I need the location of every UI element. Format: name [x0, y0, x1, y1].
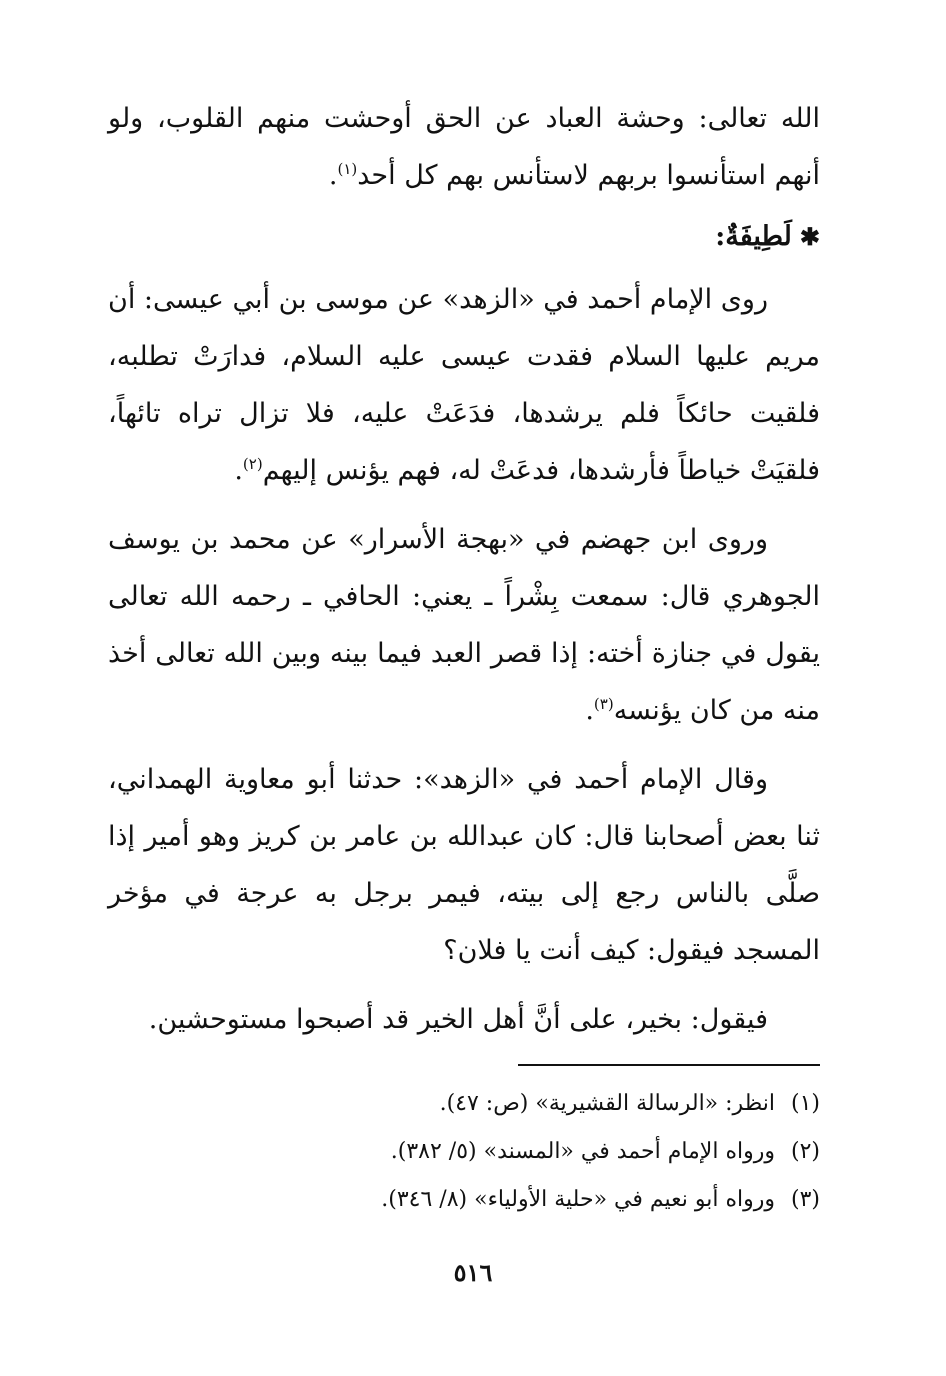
- paragraph-2-end: .: [234, 455, 243, 486]
- paragraph-3-end: .: [585, 695, 594, 726]
- paragraph-2-text: روى الإمام أحمد في «الزهد» عن موسى بن أبي عيسى: أن مريم عليها السلام فقدت عيسى عليه السلام، فدارَتْ تطلبه، فلقيت حائكاً فلم يرشدها، فدَعَتْ عليه، فلا تزال تراه تائهاً، فلقيَتْ خياطاً فأرشدها، فدعَتْ له، فهم يؤنس إليهم: [108, 284, 820, 486]
- page-body: [108, 90, 820, 1290]
- footnote-ref-2[interactable]: (٢): [242, 455, 263, 473]
- paragraph-3: [108, 511, 820, 739]
- paragraph-5: فيقول: بخير، على أنَّ أهل الخير قد أصبحوا مستوحشين.: [148, 1004, 768, 1035]
- footnote-2: [108, 1128, 820, 1176]
- footnote-number: (٢): [790, 1139, 820, 1164]
- footnote-text: انظر: «الرسالة القشيرية» (ص: ٤٧).: [439, 1091, 775, 1116]
- section-heading: [108, 208, 820, 265]
- footnote-number: (١): [790, 1091, 820, 1116]
- paragraph-1: [108, 90, 820, 204]
- footnote-separator: [518, 1064, 820, 1066]
- paragraph-2: [108, 271, 820, 499]
- footnote-text: ورواه أبو نعيم في «حلية الأولياء» (٨/ ٣٤٦).: [381, 1187, 775, 1212]
- paragraph-3-text: وروى ابن جهضم في «بهجة الأسرار» عن محمد بن يوسف الجوهري قال: سمعت بِشْراً ـ يعني: الحافي ـ رحمه الله تعالى يقول في جنازة أخته: إذا قصر العبد فيما بينه وبين الله تعالى أخذ منه من كان يؤنسه: [108, 524, 820, 726]
- footnote-ref-3[interactable]: (٣): [593, 695, 614, 713]
- footnote-number: (٣): [790, 1187, 820, 1212]
- footnote-1: [108, 1080, 820, 1128]
- page-number: ٥١٦: [453, 1258, 493, 1287]
- paragraph-1-text: الله تعالى: وحشة العباد عن الحق أوحشت منهم القلوب، ولو أنهم استأنسوا بربهم لاستأنس بهم كل أحد: [108, 103, 820, 191]
- footnote-3: [108, 1176, 820, 1224]
- footnote-text: ورواه الإمام أحمد في «المسند» (٥/ ٣٨٢).: [390, 1139, 775, 1164]
- footnotes: [108, 1080, 820, 1224]
- star-icon: ✱: [799, 222, 820, 251]
- paragraph-1-end: .: [328, 160, 338, 191]
- section-heading-text: لَطِيفَةٌ:: [715, 221, 792, 252]
- paragraph-4: وقال الإمام أحمد في «الزهد»: حدثنا أبو معاوية الهمداني، ثنا بعض أصحابنا قال: كان عبدالله بن عامر بن كريز وهو أمير إذا صلَّى بالناس رجع إلى بيته، فيمر برجل به عرجة في مؤخر المسجد فيقول: كيف أنت يا فلان؟: [108, 764, 820, 966]
- footnote-ref-1[interactable]: (١): [337, 160, 358, 178]
